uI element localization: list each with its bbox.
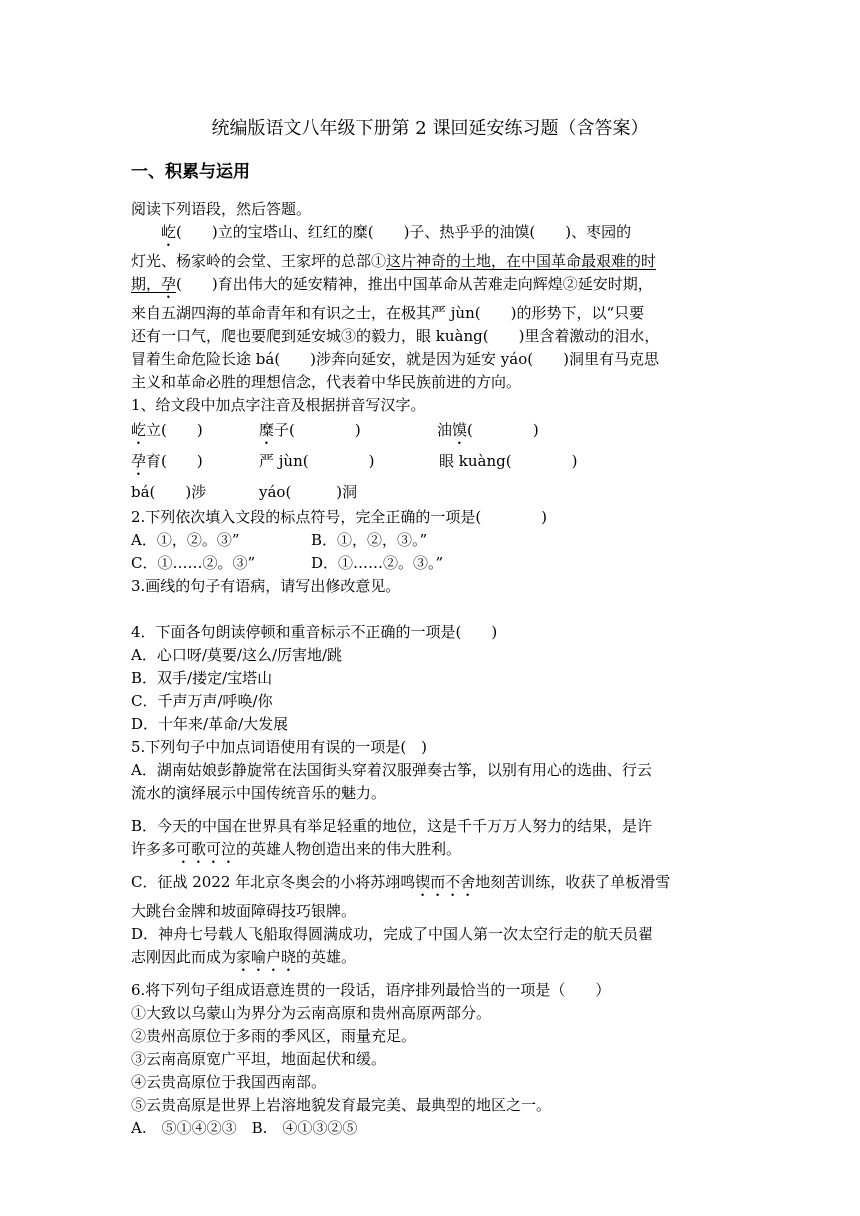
passage-line: 冒着生命危险长途 bá( )涉奔向延安，就是因为延安 yáo( )洞里有马克思 <box>131 350 659 368</box>
question-1: 1、给文段中加点字注音及根据拼音写汉字。 <box>131 396 426 414</box>
document-title: 统编版语文八年级下册第 2 课回延安练习题（含答案） <box>211 118 649 139</box>
question-5-option-a: A．湖南姑娘彭静旋常在法国街头穿着汉服弹奏古筝，以别有用心的选曲、行云 <box>131 761 652 779</box>
question-3: 3.画线的句子有语病，请写出修改意见。 <box>131 577 401 595</box>
question-6: 6.将下列句子组成语意连贯的一段话，语序排列最恰当的一项是（ ） <box>131 981 611 999</box>
question-5-option-b-cont: 许多多可歌可泣的英雄人物创造出来的伟大胜利。 <box>131 840 462 858</box>
question-6-sentence: ④云贵高原位于我国西南部。 <box>131 1073 327 1091</box>
question-1-row: 孕育( ) 严 jùn( ) 眼 kuàng( ) <box>131 452 578 470</box>
passage-line: 还有一口气，爬也要爬到延安城③的毅力，眼 kuàng( )里含着激动的泪水， <box>131 327 660 345</box>
question-5-option-d: D．神舟七号载人飞船取得圆满成功，完成了中国人第一次太空行走的航天员翟 <box>131 925 654 943</box>
question-6-sentence: ①大致以乌蒙山为界分为云南高原和贵州高原两部分。 <box>131 1004 492 1022</box>
question-6-sentence: ②贵州高原位于多雨的季风区，雨量充足。 <box>131 1027 417 1045</box>
question-4-option: B．双手/搂定/宝塔山 <box>131 669 273 687</box>
passage-line: 灯光、杨家岭的会堂、王家坪的总部①这片神奇的土地，在中国革命最艰难的时 <box>131 252 657 270</box>
document-body <box>131 198 731 1140</box>
question-5-option-b: B．今天的中国在世界具有举足轻重的地位，这是千千万万人努力的结果，是许 <box>131 817 653 835</box>
instruction: 阅读下列语段，然后答题。 <box>131 200 312 218</box>
question-1-row: 屹立( ) 糜子( ) 油馍( ) <box>131 421 539 439</box>
question-4-option: C．千声万声/呼唤/你 <box>131 692 273 710</box>
question-2-options: A．①，②。③” B．①，②，③。” <box>131 531 428 549</box>
passage-line: 期，孕( )育出伟大的延安精神，推出中国革命从苦难走向辉煌②延安时期， <box>131 275 653 293</box>
passage-line: 主义和革命必胜的理想信念，代表着中华民族前进的方向。 <box>131 373 522 391</box>
question-2: 2.下列依次填入文段的标点符号，完全正确的一项是( ) <box>131 508 548 526</box>
passage-line: 屹( )立的宝塔山、红红的糜( )子、热乎乎的油馍( )、枣园的 <box>161 223 632 241</box>
question-5-option-a-cont: 流水的演绎展示中国传统音乐的魅力。 <box>131 784 387 802</box>
question-2-options: C．①……②。③” D．①……②。③。” <box>131 554 444 572</box>
reading-passage <box>131 221 731 394</box>
question-4-option: D．十年来/革命/大发展 <box>131 715 289 733</box>
passage-line: 来自五湖四海的革命青年和有识之士，在极其严 jùn( )的形势下，以“只要 <box>131 304 645 322</box>
question-5-option-c: C．征战 2022 年北京冬奥会的小将苏翊鸣锲而不舍地刻苦训练，收获了单板滑雪 <box>131 873 671 891</box>
section-heading: 一、积累与运用 <box>131 162 250 182</box>
question-5-option-d-cont: 志刚因此而成为家喻户晓的英雄。 <box>131 948 357 966</box>
question-4: 4．下面各句朗读停顿和重音标示不正确的一项是( ) <box>131 623 498 641</box>
question-6-sentence: ③云南高原宽广平坦，地面起伏和缓。 <box>131 1050 387 1068</box>
question-6-sentence: ⑤云贵高原是世界上岩溶地貌发育最完美、最典型的地区之一。 <box>131 1096 552 1114</box>
question-1-row: bá( )涉 yáo( )洞 <box>131 483 358 501</box>
question-5: 5.下列句子中加点词语使用有误的一项是( ) <box>131 738 428 756</box>
question-4-option: A．心口呀/莫要/这么/厉害地/跳 <box>131 646 343 664</box>
question-5-option-c-cont: 大跳台金牌和坡面障碍技巧银牌。 <box>131 902 357 920</box>
question-6-options: A. ⑤①④②③ B. ④①③②⑤ <box>131 1119 358 1137</box>
